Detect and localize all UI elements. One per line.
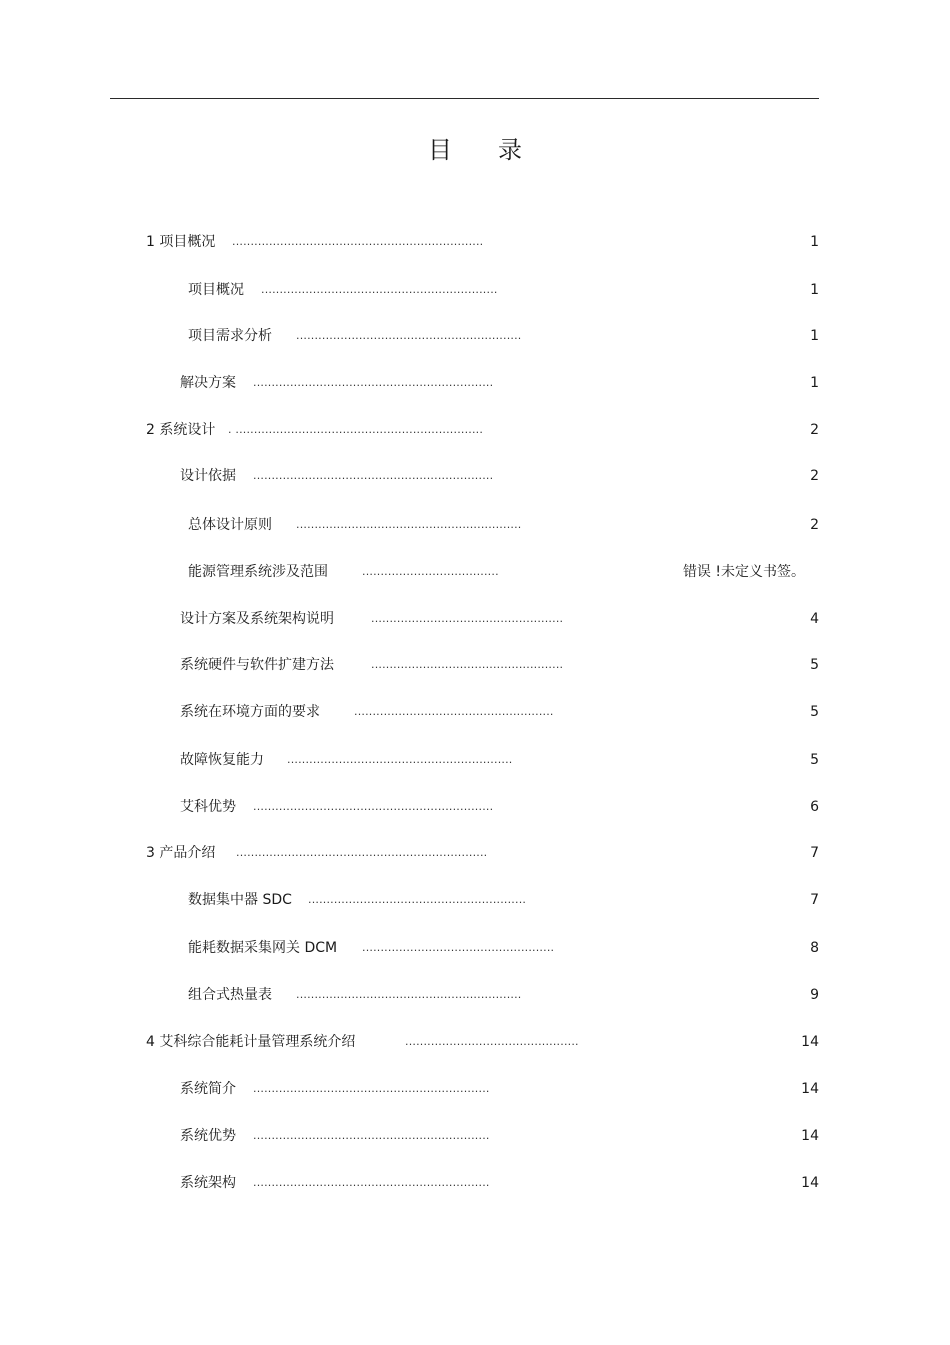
toc-page-number: 1 [810, 234, 819, 250]
page-title: 目录 [428, 136, 568, 164]
toc-entry-label: 2 系统设计 [146, 422, 216, 438]
toc-entry[interactable] [0, 843, 950, 863]
toc-entry[interactable] [0, 466, 950, 486]
toc-entry-label: 4 艾科综合能耗计量管理系统介绍 [146, 1034, 356, 1050]
toc-leader-dots: ............................................... [405, 1035, 579, 1048]
toc-page-number: 8 [810, 940, 819, 956]
toc-page-error: 错误 !未定义书签。 [682, 564, 805, 580]
toc-entry[interactable] [0, 702, 950, 722]
toc-entry[interactable] [0, 1032, 950, 1052]
toc-entry-label: 解决方案 [180, 375, 236, 391]
toc-entry-label: 组合式热量表 [188, 987, 272, 1003]
toc-entry-label: 艾科优势 [180, 799, 236, 815]
toc-leader-dots: ................................................................ [253, 1176, 490, 1189]
toc-leader-dots: ................................................................ [253, 1129, 490, 1142]
toc-page-number: 5 [810, 752, 819, 768]
toc-page-number: 9 [810, 987, 819, 1003]
toc-entry-label: 系统在环境方面的要求 [180, 704, 320, 720]
toc-page-number: 14 [801, 1081, 819, 1097]
toc-entry[interactable] [0, 1173, 950, 1193]
toc-page-number: 7 [810, 892, 819, 908]
toc-leader-dots: ................................................................. [253, 800, 494, 813]
toc-entry[interactable] [0, 655, 950, 675]
toc-entry-label: 能耗数据采集网关 DCM [188, 940, 338, 956]
toc-page-number: 2 [810, 422, 819, 438]
toc-page-number: 2 [810, 517, 819, 533]
toc-entry[interactable] [0, 420, 950, 440]
toc-entry-label: 系统优势 [180, 1128, 236, 1144]
toc-entry[interactable] [0, 938, 950, 958]
toc-leader-dots: . ................................................................... [228, 423, 484, 436]
toc-page-number: 14 [801, 1128, 819, 1144]
toc-entry[interactable] [0, 750, 950, 770]
toc-entry-label: 系统架构 [180, 1175, 236, 1191]
toc-leader-dots: ............................................................. [296, 518, 522, 531]
toc-entry-label: 设计依据 [180, 468, 236, 484]
toc-leader-dots: ................................................................. [253, 376, 494, 389]
toc-page-number: 5 [810, 657, 819, 673]
toc-entry[interactable] [0, 515, 950, 535]
toc-entry[interactable] [0, 280, 950, 300]
toc-entry[interactable] [0, 1126, 950, 1146]
toc-leader-dots: .................................................................... [236, 846, 488, 859]
toc-leader-dots: ..................................... [362, 565, 499, 578]
toc-entry-label: 项目概况 [188, 282, 244, 298]
toc-page-number: 4 [810, 611, 819, 627]
toc-leader-dots: ................................................................. [253, 469, 494, 482]
toc-leader-dots: ............................................................. [296, 988, 522, 1001]
toc-page-number: 2 [810, 468, 819, 484]
toc-entry-label: 故障恢复能力 [180, 752, 264, 768]
toc-entry-label: 数据集中器 SDC [188, 892, 292, 908]
toc-entry-label: 总体设计原则 [188, 517, 272, 533]
toc-leader-dots: .................................................... [371, 658, 564, 671]
toc-page-number: 1 [810, 282, 819, 298]
toc-leader-dots: ............................................................. [287, 753, 513, 766]
toc-entry[interactable] [0, 797, 950, 817]
toc-page-number: 1 [810, 375, 819, 391]
toc-entry[interactable] [0, 373, 950, 393]
toc-entry[interactable] [0, 562, 950, 582]
toc-page-number: 5 [810, 704, 819, 720]
toc-entry-label: 系统硬件与软件扩建方法 [180, 657, 334, 673]
toc-entry[interactable] [0, 1079, 950, 1099]
toc-page-number: 1 [810, 328, 819, 344]
toc-leader-dots: ................................................................ [253, 1082, 490, 1095]
toc-entry[interactable] [0, 232, 950, 252]
toc-entry[interactable] [0, 326, 950, 346]
toc-page-number: 14 [801, 1175, 819, 1191]
toc-leader-dots: ............................................................. [296, 329, 522, 342]
header-rule [110, 98, 819, 99]
toc-entry-label: 系统简介 [180, 1081, 236, 1097]
toc-entry-label: 能源管理系统涉及范围 [188, 564, 328, 580]
toc-leader-dots: ................................................................ [261, 283, 498, 296]
toc-entry-label: 项目需求分析 [188, 328, 272, 344]
toc-entry-label: 1 项目概况 [146, 234, 216, 250]
toc-leader-dots: .................................................... [362, 941, 555, 954]
toc-entry-label: 设计方案及系统架构说明 [180, 611, 334, 627]
toc-entry-label: 3 产品介绍 [146, 845, 216, 861]
toc-leader-dots: ...................................................... [354, 705, 554, 718]
toc-leader-dots: .................................................................... [232, 235, 484, 248]
toc-entry[interactable] [0, 890, 950, 910]
toc-leader-dots: .................................................... [371, 612, 564, 625]
toc-leader-dots: ........................................................... [308, 893, 527, 906]
toc-page-number: 6 [810, 799, 819, 815]
toc-page-number: 7 [810, 845, 819, 861]
toc-entry[interactable] [0, 985, 950, 1005]
toc-entry[interactable] [0, 609, 950, 629]
toc-page-number: 14 [801, 1034, 819, 1050]
